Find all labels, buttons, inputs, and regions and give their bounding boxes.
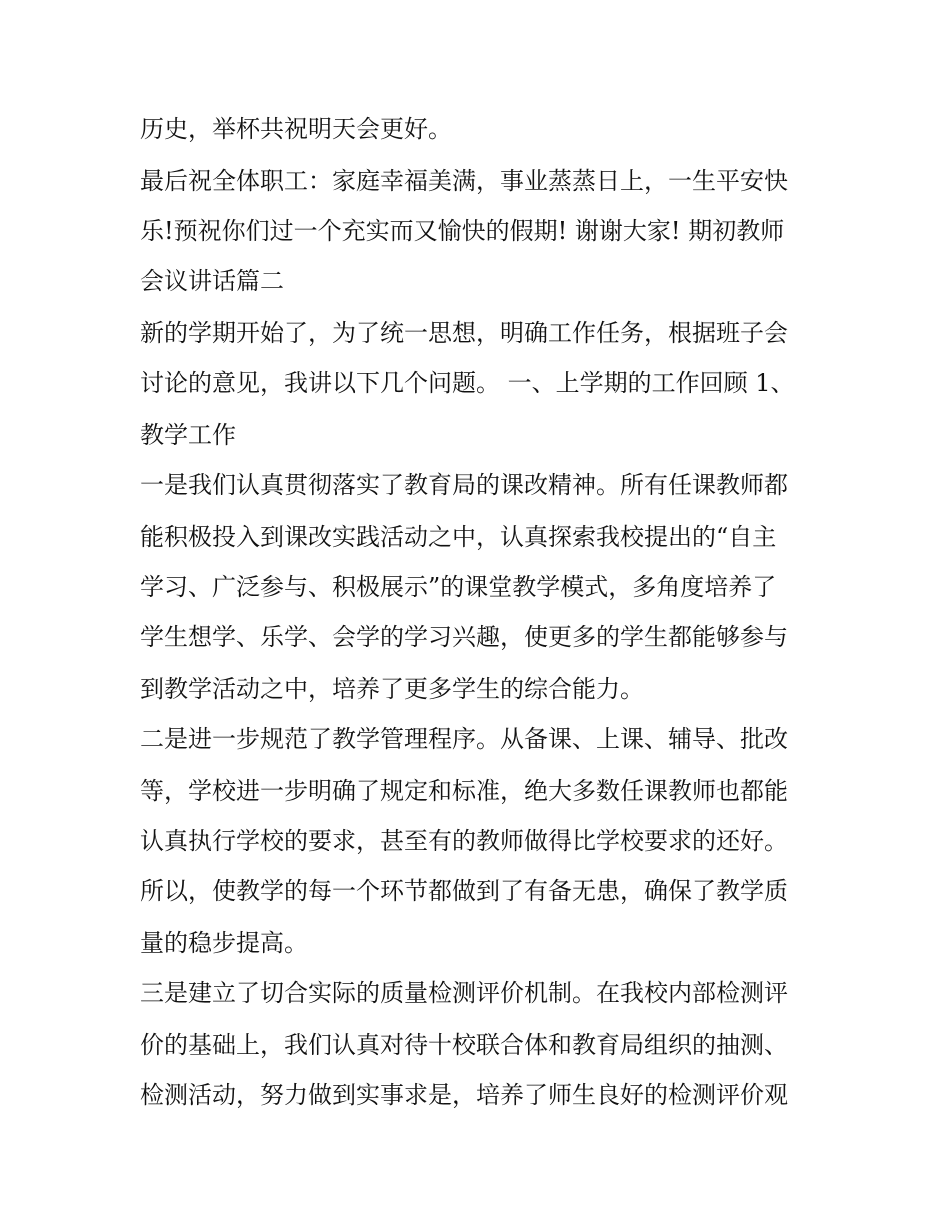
text-line: 二是进一步规范了教学管理程序。从备课、上课、辅导、批改 [140, 725, 788, 753]
text-line: 一是我们认真贯彻落实了教育局的课改精神。所有任课教师都 [140, 471, 788, 499]
text-line: 学生想学、乐学、会学的学习兴趣，使更多的学生都能够参与 [140, 623, 788, 651]
text-line: 学习、广泛参与、积极展示”的课堂教学模式，多角度培养了 [140, 573, 777, 601]
text-line: 认真执行学校的要求，甚至有的教师做得比学校要求的还好。 [140, 827, 788, 855]
text-line: 等，学校进一步明确了规定和标准，绝大多数任课教师也都能 [140, 777, 788, 805]
text-line: 量的稳步提高。 [140, 929, 308, 957]
text-line: 教学工作 [140, 421, 236, 449]
text-line: 到教学活动之中，培养了更多学生的综合能力。 [140, 675, 644, 703]
text-line: 三是建立了切合实际的质量检测评价机制。在我校内部检测评 [140, 979, 788, 1007]
text-line: 乐!预祝你们过一个充实而又愉快的假期! 谢谢大家! 期初教师 [140, 217, 785, 245]
text-line: 价的基础上，我们认真对待十校联合体和教育局组织的抽测、 [140, 1031, 788, 1059]
text-line: 最后祝全体职工：家庭幸福美满，事业蒸蒸日上，一生平安快 [140, 167, 788, 195]
text-line: 历史，举杯共祝明天会更好。 [140, 115, 452, 143]
text-line: 能积极投入到课改实践活动之中，认真探索我校提出的“自主 [140, 523, 777, 551]
text-line: 新的学期开始了，为了统一思想，明确工作任务，根据班子会 [140, 319, 788, 347]
text-line: 讨论的意见，我讲以下几个问题。 一、上学期的工作回顾 1、 [140, 369, 795, 397]
text-line: 检测活动，努力做到实事求是，培养了师生良好的检测评价观 [140, 1081, 788, 1109]
text-line: 所以，使教学的每一个环节都做到了有备无患，确保了教学质 [140, 877, 788, 905]
section-heading: 会议讲话篇二 [140, 267, 284, 295]
